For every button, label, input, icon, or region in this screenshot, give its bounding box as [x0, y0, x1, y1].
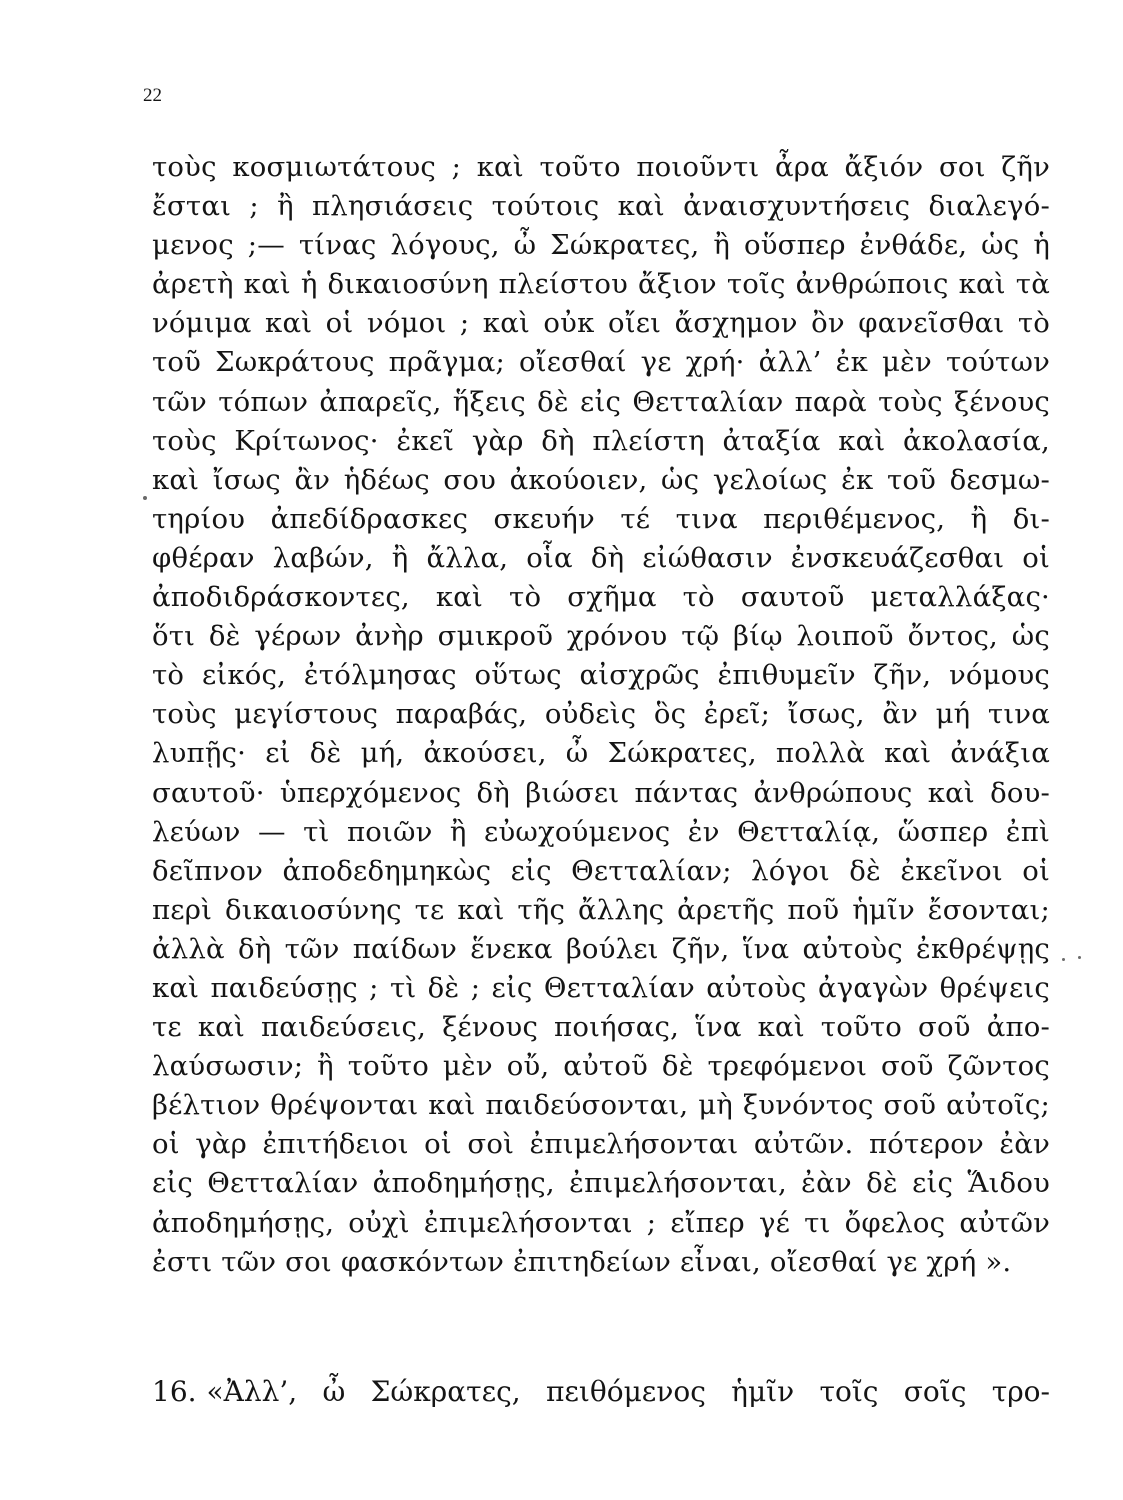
text-line: τῶν τόπων ἀπαρεῖς, ἥξεις δὲ εἰς Θετταλίαν παρὰ τοὺς ξένους	[152, 385, 1050, 418]
text-line: τὸ εἰκός, ἐτόλμησας οὕτως αἰσχρῶς ἐπιθυμεῖν ζῆν, νόμους	[152, 659, 1050, 692]
print-speck	[1078, 956, 1081, 959]
text-line: λεύων — τὶ ποιῶν ἢ εὐωχούμενος ἐν Θετταλίᾳ, ὥσπερ ἐπὶ	[152, 815, 1050, 848]
text-line: εἰς Θετταλίαν ἀποδημήσῃς, ἐπιμελήσονται, ἐὰν δὲ εἰς Ἅιδου	[152, 1167, 1050, 1200]
text-line: τηρίου ἀπεδίδρασκες σκευήν τέ τινα περιθέμενος, ἢ δι-	[152, 502, 1050, 535]
page-number: 22	[143, 85, 162, 106]
text-line: δεῖπνον ἀποδεδημηκὼς εἰς Θετταλίαν; λόγοι δὲ ἐκεῖνοι οἱ	[152, 854, 1050, 887]
text-line: ἀποδιδράσκοντες, καὶ τὸ σχῆμα τὸ σαυτοῦ μεταλλάξας·	[152, 581, 1050, 614]
text-line: φθέραν λαβών, ἢ ἄλλα, οἷα δὴ εἰώθασιν ἐνσκευάζεσθαι οἱ	[152, 541, 1050, 574]
text-line: καὶ παιδεύσῃς ; τὶ δὲ ; εἰς Θετταλίαν αὐτοὺς ἀγαγὼν θρέψεις	[152, 971, 1050, 1004]
paragraph-number: 16.	[152, 1375, 197, 1408]
text-line: ἐστι τῶν σοι φασκόντων ἐπιτηδείων εἶναι, οἴεσθαί γε χρή ».	[152, 1245, 1012, 1278]
text-line: καὶ ἴσως ἂν ἡδέως σου ἀκούοιεν, ὡς γελοίως ἐκ τοῦ δεσμω-	[152, 463, 1050, 496]
paragraph-text: «Ἀλλ’, ὦ Σώκρατες, πειθόμενος ἡμῖν τοῖς σοῖς τρο-	[206, 1375, 1050, 1408]
text-line: ἀρετὴ καὶ ἡ δικαιοσύνη πλείστου ἄξιον τοῖς ἀνθρώποις καὶ τὰ	[152, 268, 1050, 301]
print-speck	[1062, 958, 1065, 961]
text-line: νόμιμα καὶ οἱ νόμοι ; καὶ οὐκ οἴει ἄσχημον ὂν φανεῖσθαι τὸ	[152, 307, 1050, 340]
text-line: τοὺς μεγίστους παραβάς, οὐδεὶς ὃς ἐρεῖ; ἴσως, ἂν μή τινα	[152, 698, 1050, 731]
text-line: οἱ γὰρ ἐπιτήδειοι οἱ σοὶ ἐπιμελήσονται αὐτῶν. πότερον ἐὰν	[152, 1128, 1050, 1161]
text-line: τε καὶ παιδεύσεις, ξένους ποιήσας, ἵνα καὶ τοῦτο σοῦ ἀπο-	[152, 1011, 1050, 1044]
body-text	[152, 148, 1050, 1282]
text-line: τοῦ Σωκράτους πρᾶγμα; οἴεσθαί γε χρή· ἀλλ’ ἐκ μὲν τούτων	[152, 346, 1050, 379]
text-line: σαυτοῦ· ὑπερχόμενος δὴ βιώσει πάντας ἀνθρώπους καὶ δου-	[152, 776, 1050, 809]
text-line: ἀλλὰ δὴ τῶν παίδων ἕνεκα βούλει ζῆν, ἵνα αὐτοὺς ἐκθρέψῃς	[152, 932, 1050, 965]
text-line: βέλτιον θρέψονται καὶ παιδεύσονται, μὴ ξυνόντος σοῦ αὐτοῖς;	[152, 1089, 1050, 1122]
text-line: ὅτι δὲ γέρων ἀνὴρ σμικροῦ χρόνου τῷ βίῳ λοιποῦ ὄντος, ὡς	[152, 620, 1050, 653]
text-line: λαύσωσιν; ἢ τοῦτο μὲν οὔ, αὐτοῦ δὲ τρεφόμενοι σοῦ ζῶντος	[152, 1050, 1050, 1083]
text-line: μενος ;— τίνας λόγους, ὦ Σώκρατες, ἢ οὕσπερ ἐνθάδε, ὡς ἡ	[152, 229, 1050, 262]
text-line: λυπῇς· εἰ δὲ μή, ἀκούσει, ὦ Σώκρατες, πολλὰ καὶ ἀνάξια	[152, 737, 1050, 770]
next-paragraph	[152, 1372, 1050, 1411]
text-line: περὶ δικαιοσύνης τε καὶ τῆς ἄλλης ἀρετῆς ποῦ ἡμῖν ἔσονται;	[152, 893, 1050, 926]
text-line: τοὺς Κρίτωνος· ἐκεῖ γὰρ δὴ πλείστη ἀταξία καὶ ἀκολασία,	[152, 424, 1050, 457]
text-line: ἀποδημήσῃς, οὐχὶ ἐπιμελήσονται ; εἴπερ γέ τι ὄφελος αὐτῶν	[152, 1206, 1050, 1239]
print-speck	[143, 496, 147, 500]
text-line: τοὺς κοσμιωτάτους ; καὶ τοῦτο ποιοῦντι ἆρα ἄξιόν σοι ζῆν	[152, 151, 1050, 183]
text-line: ἔσται ; ἢ πλησιάσεις τούτοις καὶ ἀναισχυντήσεις διαλεγό-	[152, 190, 1050, 223]
